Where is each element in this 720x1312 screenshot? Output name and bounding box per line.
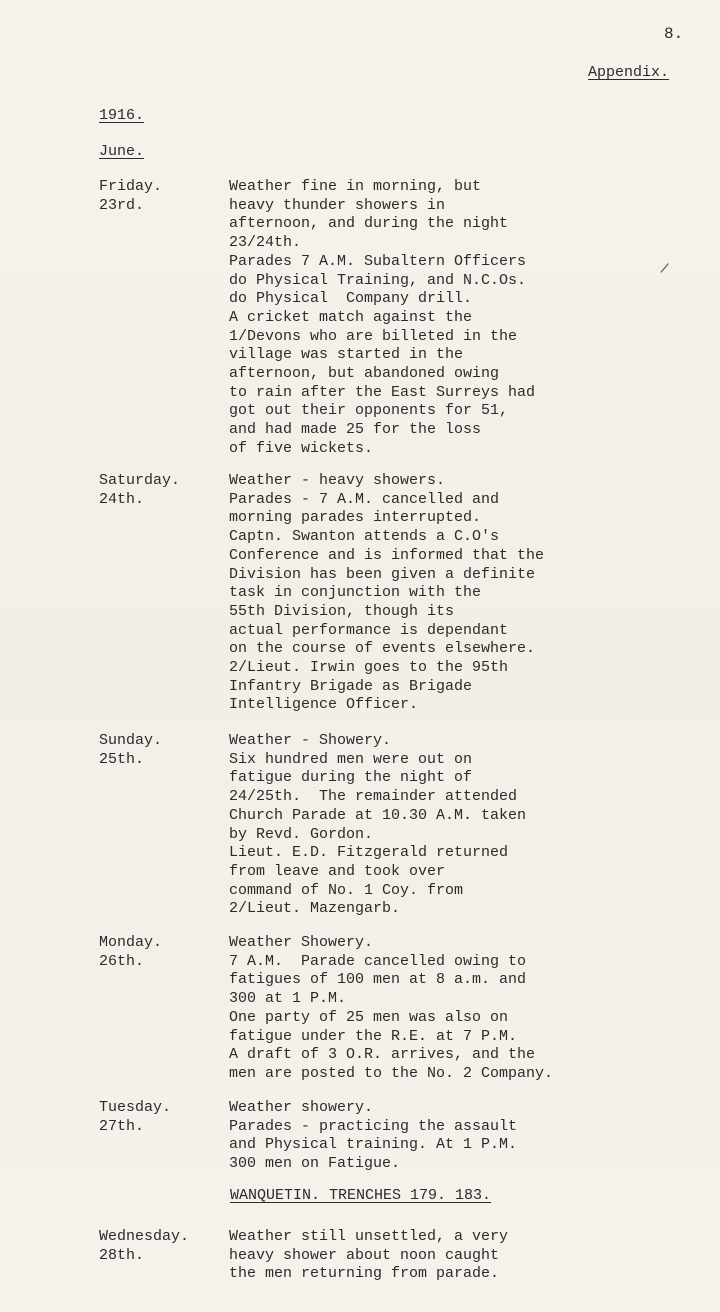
entry-date: Tuesday. 27th. (99, 1099, 172, 1135)
stray-pen-mark: / (658, 261, 670, 279)
month-heading: June. (99, 143, 145, 160)
entry-date: Saturday. 24th. (99, 472, 181, 508)
appendix-label: Appendix. (588, 64, 670, 81)
entry-text: Weather fine in morning, but heavy thunder showers in afternoon, and during the night 23/24th. Parades 7 A.M. Subaltern Officers do Physical Training, and N.C.Os. do Physical Company drill. A cricket match against the 1/Devons who are billeted in the village was started in the afternoon, but abandoned owing to rain after the East Surreys had got out their opponents for 51, and had made 25 for the loss of five wickets. (229, 178, 536, 457)
section-heading: WANQUETIN. TRENCHES 179. 183. (230, 1187, 492, 1204)
entry-text: Weather still unsettled, a very heavy shower about noon caught the men returning from parade. (229, 1228, 509, 1283)
entry-text: Weather showery. Parades - practicing the assault and Physical training. At 1 P.M. 300 men on Fatigue. (229, 1099, 518, 1173)
entry-text: Weather - Showery. Six hundred men were out on fatigue during the night of 24/25th. The remainder attended Church Parade at 10.30 A.M. taken by Revd. Gordon. Lieut. E.D. Fitzgerald returned from leave and took over command of No. 1 Coy. from 2/Lieut. Mazengarb. (229, 732, 527, 918)
page-number: 8. (664, 25, 684, 43)
entry-date: Wednesday. 28th. (99, 1228, 190, 1264)
year-heading: 1916. (99, 107, 145, 124)
entry-text: Weather Showery. 7 A.M. Parade cancelled owing to fatigues of 100 men at 8 a.m. and 300 at 1 P.M. One party of 25 men was also on fatigue under the R.E. at 7 P.M. A draft of 3 O.R. arrives, and the men are posted to the No. 2 Company. (229, 934, 554, 1082)
entry-text: Weather - heavy showers. Parades - 7 A.M. cancelled and morning parades interrupted. Captn. Swanton attends a C.O's Conference and is informed that the Division has been given a definite task in conjunction with the 55th Division, though its actual performance is dependant on the course of events elsewhere. 2/Lieut. Irwin goes to the 95th Infantry Brigade as Brigade Intelligence Officer. (229, 472, 545, 714)
entry-date: Sunday. 25th. (99, 732, 163, 768)
entry-date: Friday. 23rd. (99, 178, 163, 214)
entry-date: Monday. 26th. (99, 934, 163, 970)
